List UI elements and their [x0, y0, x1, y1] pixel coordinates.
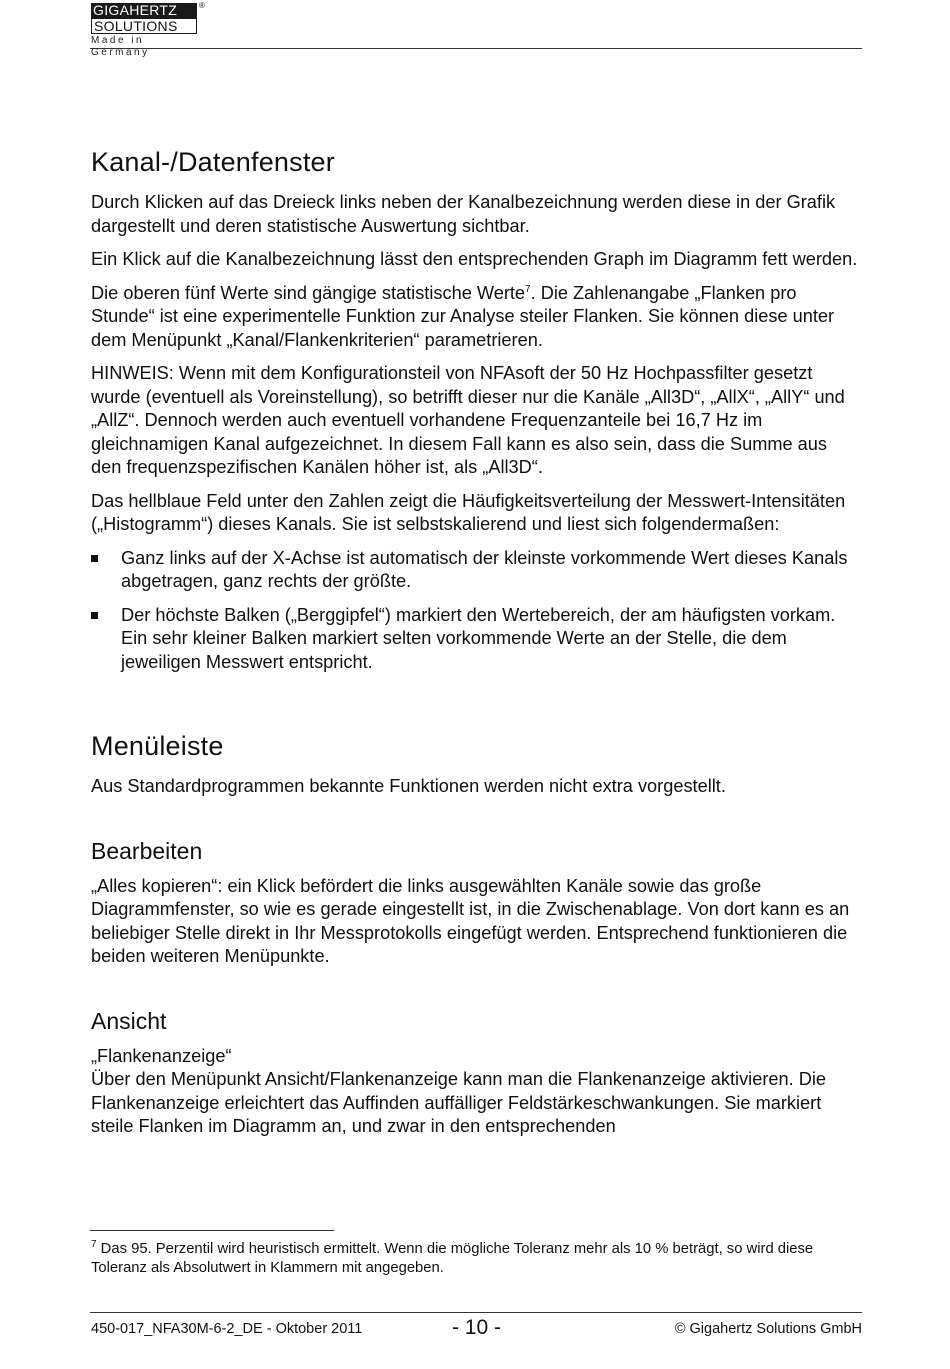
copyright: © Gigahertz Solutions GmbH [674, 1321, 862, 1337]
paragraph: „Alles kopieren“: ein Klick befördert die links ausgewählten Kanäle sowie das große Diagrammfenster, so wie es gerade eingestellt ist, in die Zwischenablage. Von dort kann es an beliebiger Stelle direkt in Ihr Messprotokolls eingefügt werden. Entsprechend funktionieren die beiden weiteren Menüpunkte. [91, 875, 850, 966]
registered-mark: ® [199, 1, 205, 10]
paragraph-text: Die oberen fünf Werte sind gängige statistische Werte [91, 282, 526, 303]
page-footer [91, 1318, 862, 1342]
logo-line-2: SOLUTIONS [91, 18, 197, 34]
footnote-text: Das 95. Perzentil wird heuristisch ermittelt. Wenn die mögliche Toleranz mehr als 10 % beträgt, so wird diese Toleranz als Absolutwert in Klammern mit angegeben. [91, 1241, 814, 1276]
bullet-square-icon [91, 555, 98, 562]
list-item-text: Der höchste Balken („Berggipfel“) markiert den Wertebereich, der am häufigsten vorkam. Ein sehr kleiner Balken markiert selten vorkommende Werte an der Stelle, die dem jeweiligen Messwert entspricht. [121, 604, 836, 672]
list-item [91, 604, 862, 675]
paragraph: Durch Klicken auf das Dreieck links neben der Kanalbezeichnung werden diese in der Grafik dargestellt und deren statistische Auswertung sichtbar. [91, 192, 836, 236]
list-item [91, 547, 862, 594]
subsection-title-ansicht: Ansicht [91, 1007, 167, 1034]
bullet-list [91, 547, 862, 675]
list-item-text: Ganz links auf der X-Achse ist automatisch der kleinste vorkommende Wert dieses Kanals abgetragen, ganz rechts der größte. [121, 547, 848, 591]
paragraph-text: . Die Zahlenangabe „Flanken pro Stunde“ ist eine experimentelle Funktion zur Analyse steiler Flanken. Sie können diese unter dem Menüpunkt „Kanal/Flankenkriterien“ parametrieren. [91, 282, 835, 350]
section-title-kanal: Kanal-/Datenfenster [91, 147, 335, 177]
page-number: - 10 - [451, 1316, 501, 1339]
footnote-ref: 7 [525, 283, 531, 295]
company-logo [91, 3, 203, 59]
footnote-divider [90, 1230, 334, 1231]
footnote-number: 7 [91, 1239, 97, 1251]
logo-line-1: GIGAHERTZ [91, 3, 197, 18]
document-id: 450-017_NFA30M-6-2_DE - Oktober 2011 [91, 1321, 363, 1337]
paragraph: HINWEIS: Wenn mit dem Konfigurationsteil von NFAsoft der 50 Hz Hochpassfilter gesetzt wurde (eventuell als Voreinstellung), so betrifft dieser nur die Kanäle „All3D“, „AllX“, „AllY“ und „AllZ“. Dennoch werden auch eventuell vorhandene Frequenzanteile bei 16,7 Hz im gleichnamigen Kanal aufgezeichnet. In diesem Fall kann es also sein, dass die Summe aus den frequenzspezifischen Kanälen höher ist, als „All3D“. [91, 363, 845, 477]
paragraph: Aus Standardprogrammen bekannte Funktionen werden nicht extra vorgestellt. [91, 776, 726, 796]
bullet-square-icon [91, 612, 98, 619]
subsection-title-bearbeiten: Bearbeiten [91, 837, 203, 864]
footer-divider [90, 1312, 862, 1313]
page-content [91, 145, 862, 1149]
header-divider [90, 48, 862, 49]
paragraph: Ein Klick auf die Kanalbezeichnung lässt den entsprechenden Graph im Diagramm fett werden. [91, 249, 858, 269]
paragraph [91, 282, 862, 353]
footnote [91, 1240, 862, 1278]
section-title-menu: Menüleiste [91, 731, 224, 761]
logo-tagline: Made in Germany [91, 35, 150, 58]
paragraph: Das hellblaue Feld unter den Zahlen zeigt die Häufigkeitsverteilung der Messwert-Intensitäten („Histogramm“) dieses Kanals. Sie ist selbstskalierend und liest sich folgendermaßen: [91, 490, 846, 534]
paragraph: Über den Menüpunkt Ansicht/Flankenanzeige kann man die Flankenanzeige aktivieren. Die Flankenanzeige erleichtert das Auffinden auffälliger Feldstärkeschwankungen. Sie markiert steile Flanken im Diagramm an, und zwar in den entsprechenden [91, 1069, 827, 1136]
paragraph: „Flankenanzeige“ [91, 1045, 232, 1066]
